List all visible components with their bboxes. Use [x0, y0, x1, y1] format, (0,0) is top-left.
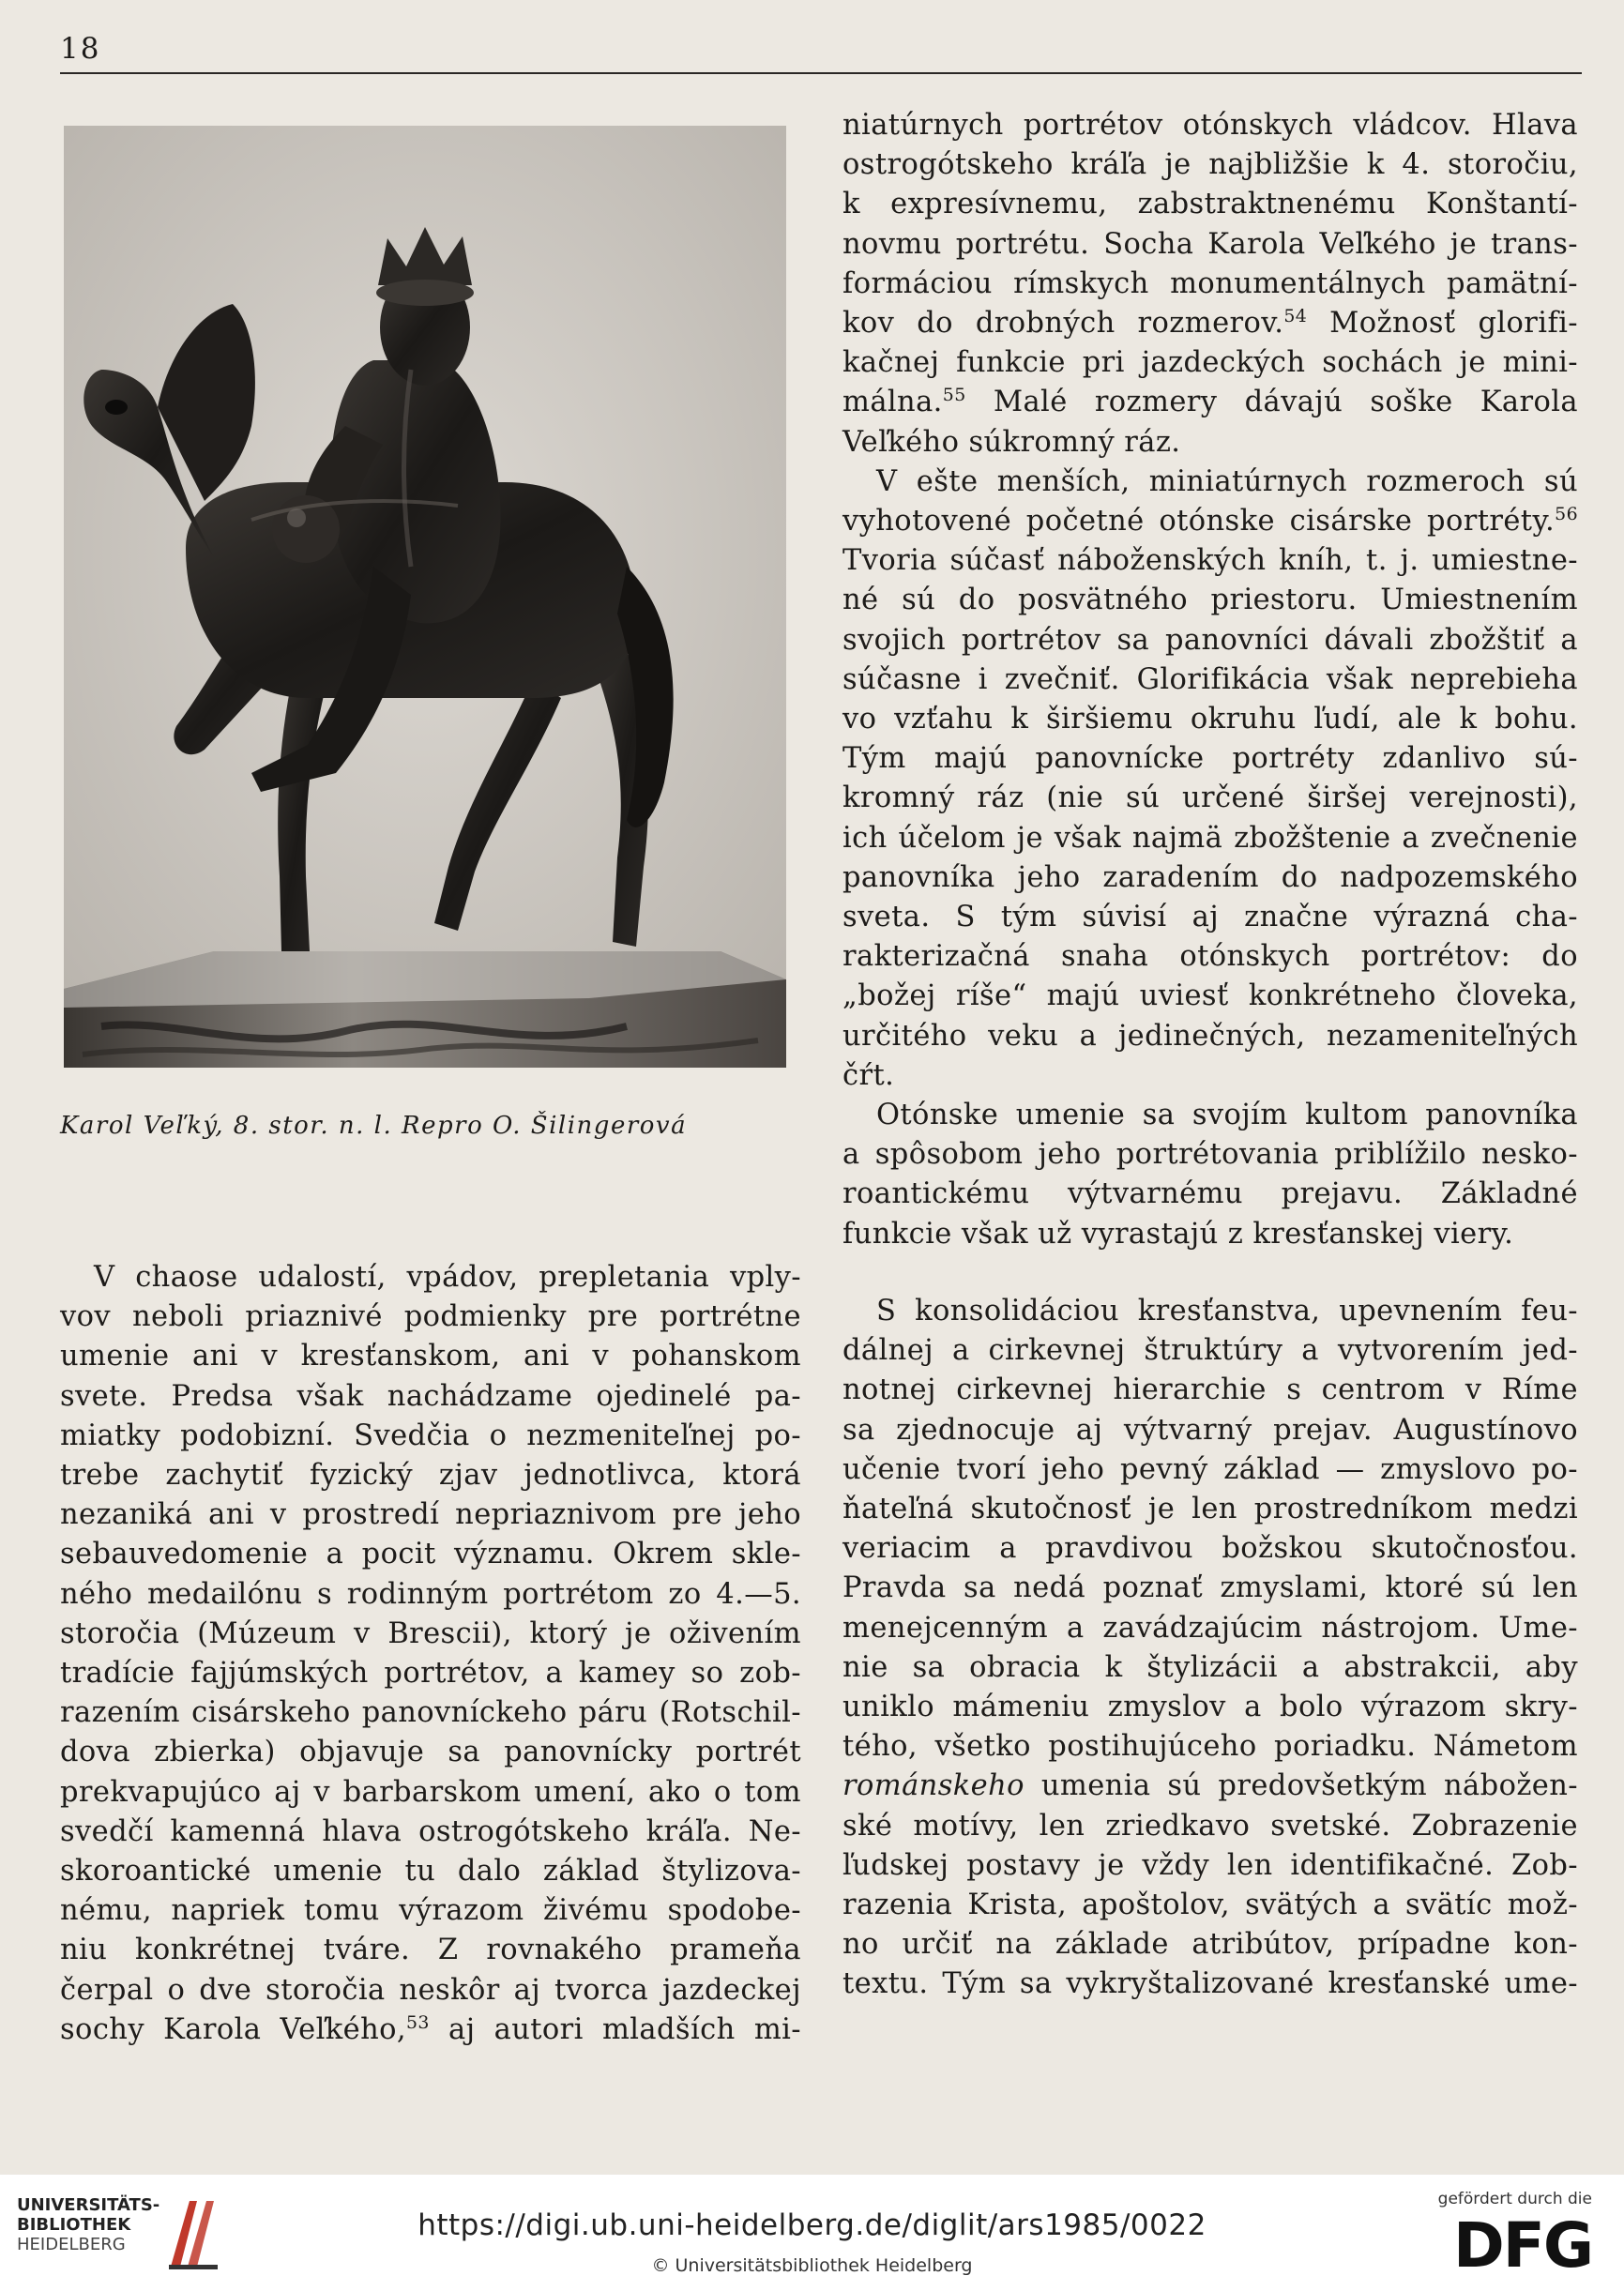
- text-line: roantickému výtvarnému prejavu. Základné: [842, 1177, 1578, 1211]
- text-line: vo vzťahu k širšiemu okruhu ľudí, ale k bohu.: [842, 703, 1578, 736]
- text-line: ské motívy, len zriedkavo svetské. Zobrazenie: [842, 1809, 1578, 1843]
- text-line: Pravda sa nedá poznať zmyslami, ktoré sú len: [842, 1571, 1578, 1605]
- footnote-ref: 54: [1283, 305, 1308, 326]
- text-line: trebe zachytiť fyzický zjav jednotlivca, ktorá: [60, 1459, 801, 1493]
- text-line: novmu portrétu. Socha Karola Veľkého je trans-: [842, 227, 1578, 261]
- text-line: súčasne i zvečniť. Glorifikácia však neprebieha: [842, 662, 1578, 696]
- text-line: uniklo mámeniu zmyslov a bolo výrazom skry-: [842, 1690, 1578, 1723]
- text-line: panovníka jeho zaradením do nadpozemského: [842, 860, 1578, 894]
- text-span: vyhotovené početné otónske cisárske portréty.: [842, 505, 1556, 539]
- right-column: [842, 106, 1578, 2005]
- text-line: Otónske umenie sa svojím kultom panovníka: [876, 1099, 1578, 1132]
- text-line: ľudskej postavy je vždy len identifikačné. Zob-: [842, 1848, 1578, 1882]
- logo-text-line: UNIVERSITÄTS-: [17, 2195, 160, 2215]
- text-line: kačnej funkcie pri jazdeckých sochách je mini-: [842, 346, 1578, 380]
- text-line: dova zbierka) objavuje sa panovnícky portrét: [60, 1736, 801, 1769]
- text-span: sochy Karola Veľkého,: [60, 2012, 406, 2046]
- text-line: vov neboli priaznivé podmienky pre portrétne: [60, 1300, 801, 1334]
- text-line: ňateľná skutočnosť je len prostredníkom medzi: [842, 1492, 1578, 1525]
- text-line: notnej cirkevnej hierarchie s centrom v Ríme: [842, 1373, 1578, 1407]
- text-line: textu. Tým sa vykryštalizované kresťanské ume-: [842, 1967, 1578, 2001]
- left-column: [60, 1258, 801, 2050]
- text-line: né sú do posvätného priestoru. Umiestnením: [842, 584, 1578, 617]
- text-line: čŕt.: [842, 1058, 895, 1092]
- text-line: ostrogótskeho kráľa je najbližšie k 4. storočiu,: [842, 148, 1578, 182]
- text-line: svedčí kamenná hlava ostrogótskeho kráľa. Ne-: [60, 1814, 801, 1848]
- text-line: svojich portrétov sa panovníci dávali zbožštiť a: [842, 623, 1578, 657]
- footnote-ref: 53: [406, 2011, 430, 2033]
- equestrian-statue-image: [64, 126, 786, 1068]
- text-line: rakterizačná snaha otónskych portrétov: do: [842, 940, 1578, 974]
- text-line: určitého veku a jedinečných, nezameniteľných: [842, 1019, 1578, 1053]
- footnote-ref: 55: [942, 385, 966, 406]
- text-line: čerpal o dve storočia neskôr aj tvorca jazdeckej: [60, 1973, 801, 2007]
- text-line: Tvoria súčasť náboženských kníh, t. j. umiestne-: [842, 544, 1578, 578]
- text-line: S konsolidáciou kresťanstva, upevnením feu-: [876, 1294, 1578, 1328]
- text-line: ného medailónu s rodinným portrétom zo 4.—5.: [60, 1577, 801, 1611]
- text-line: veriacim a pravdivou božskou skutočnosťou.: [842, 1532, 1578, 1566]
- text-line: Veľkého súkromný ráz.: [842, 425, 1181, 459]
- text-line: niu konkrétnej tváre. Z rovnakého prameňa: [60, 1934, 801, 1967]
- text-line: V chaose udalostí, vpádov, prepletania vply-: [94, 1261, 801, 1294]
- text-line: niatúrnych portrétov otónskych vládcov. Hlava: [842, 109, 1578, 142]
- text-line: razením cisárskeho panovníckeho páru (Rotschil-: [60, 1696, 801, 1730]
- text-span: málna.: [842, 386, 943, 419]
- text-line: „božej ríše“ majú uviesť konkrétneho človeka,: [842, 979, 1578, 1013]
- text-line: miatky podobizní. Svedčia o nezmeniteľnej po-: [60, 1419, 801, 1452]
- text-line: storočia (Múzeum v Brescii), ktorý je oživením: [60, 1616, 801, 1650]
- footer-bar: [0, 2175, 1624, 2291]
- text-line: sebauvedomenie a pocit významu. Okrem skle-: [60, 1538, 801, 1571]
- statue-photograph: [64, 126, 786, 1068]
- italic-term: románskeho: [842, 1769, 1024, 1803]
- text-line: Tým majú panovnícke portréty zdanlivo sú-: [842, 742, 1578, 776]
- text-line: umenie ani v kresťanskom, ani v pohanskom: [60, 1340, 801, 1373]
- text-span: Možnosť glorifi-: [1307, 307, 1578, 341]
- text-line: no určiť na základe atribútov, prípadne kon-: [842, 1928, 1578, 1962]
- copyright-text: © Universitätsbibliothek Heidelberg: [651, 2255, 973, 2276]
- footnote-ref: 56: [1555, 503, 1578, 524]
- text-line: nému, napriek tomu výrazom živému spodobe-: [60, 1894, 801, 1928]
- logo-text-line: BIBLIOTHEK: [17, 2215, 131, 2235]
- text-line: dálnej a cirkevnej štruktúry a vytvorením jed-: [842, 1334, 1578, 1368]
- logo-text-line: HEIDELBERG: [17, 2235, 126, 2254]
- text-line: formáciou rímskych monumentálnych pamätní-: [842, 266, 1578, 300]
- text-line: funkcie však už vyrastajú z kresťanskej viery.: [842, 1217, 1514, 1251]
- text-line: prekvapujúco aj v barbarskom umení, ako o tom: [60, 1775, 801, 1809]
- text-line: a spôsobom jeho portrétovania priblížilo nesko-: [842, 1138, 1578, 1172]
- dfg-logo[interactable]: DFG: [1452, 2209, 1592, 2282]
- text-line: menejcenným a zavádzajúcim nástrojom. Ume-: [842, 1611, 1578, 1645]
- text-line: sa zjednocuje aj výtvarný prejav. Augustínovo: [842, 1413, 1578, 1447]
- text-line: ich účelom je však najmä zbožštenie a zvečnenie: [842, 821, 1578, 855]
- text-line: [842, 1767, 1578, 1806]
- text-line: sveta. S tým súvisí aj značne výrazná cha-: [842, 901, 1578, 934]
- text-line: razenia Krista, apoštolov, svätých a svätíc mož-: [842, 1888, 1578, 1921]
- text-line: nezaniká ani v prostredí nepriaznivom pre jeho: [60, 1498, 801, 1532]
- text-line: k expresívnemu, zabstraktnenému Konštantí-: [842, 188, 1578, 221]
- text-line: [842, 383, 1578, 422]
- text-line: tradície fajjúmských portrétov, a kamey so zob-: [60, 1657, 801, 1691]
- document-url-link[interactable]: https://digi.ub.uni-heidelberg.de/diglit/ars1985/0022: [417, 2208, 1207, 2242]
- text-line: [842, 502, 1578, 541]
- text-span: umenia sú predovšetkým nábožen-: [1024, 1769, 1578, 1803]
- text-span: Malé rozmery dávajú soške Karola: [965, 386, 1578, 419]
- text-line: kromný ráz (nie sú určené širšej verejnosti),: [842, 781, 1578, 815]
- text-span: kov do drobných rozmerov.: [842, 307, 1284, 341]
- header-rule: [60, 72, 1582, 74]
- text-line: [60, 2010, 801, 2050]
- text-line: skoroantické umenie tu dalo základ štylizova-: [60, 1855, 801, 1889]
- figure-caption: Karol Veľký, 8. stor. n. l. Repro O. Šilingerová: [60, 1112, 688, 1140]
- text-span: aj autori mladších mi-: [429, 2012, 801, 2046]
- text-line: V ešte menších, miniatúrnych rozmeroch sú: [876, 464, 1578, 498]
- text-line: svete. Predsa však nachádzame ojedinelé pa-: [60, 1379, 801, 1413]
- text-line: tého, všetko postihujúceho poriadku. Námetom: [842, 1730, 1578, 1764]
- funding-note: gefördert durch die: [1437, 2190, 1592, 2208]
- page-number: 18: [60, 32, 101, 66]
- text-line: učenie tvorí jeho pevný základ — zmyslovo po-: [842, 1452, 1578, 1486]
- text-line: nie sa obracia k štylizácii a abstrakcii, aby: [842, 1650, 1578, 1684]
- text-line: [842, 304, 1578, 343]
